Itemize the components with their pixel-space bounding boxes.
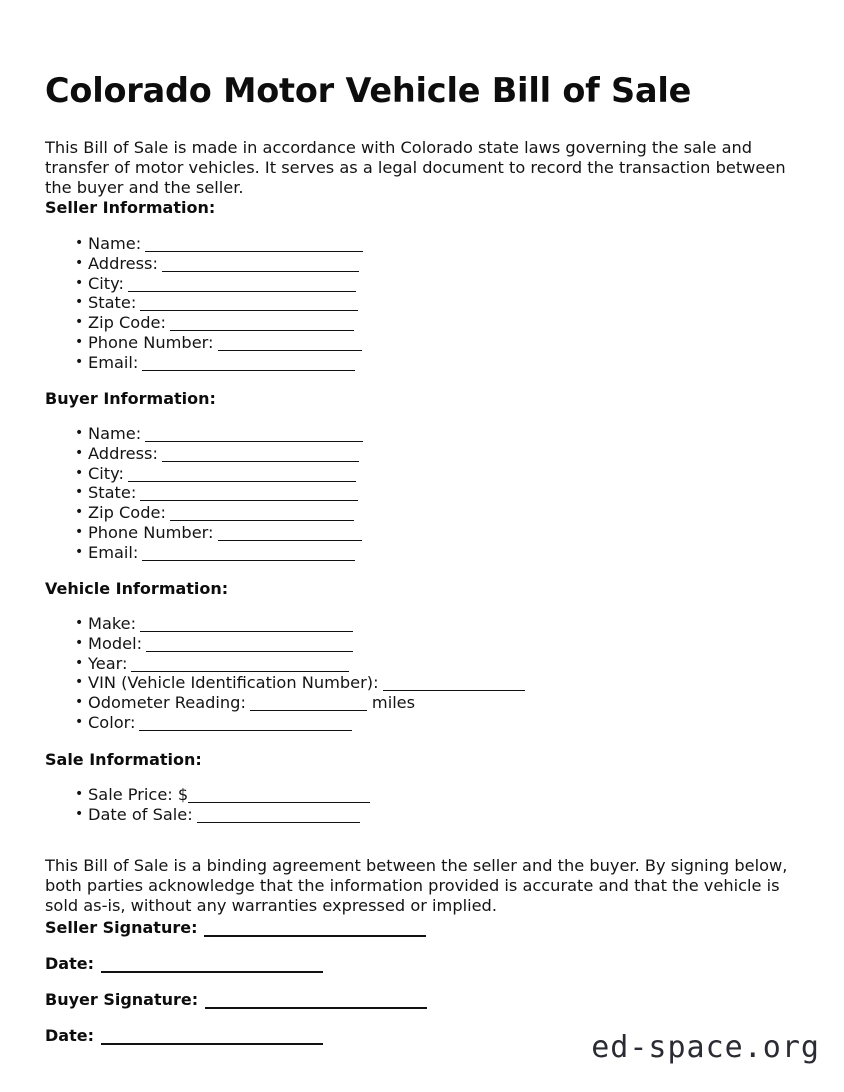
vehicle-field-label: VIN (Vehicle Identification Number): [88,673,379,693]
buyer-field-input[interactable] [162,449,359,462]
buyer-field-label: Email: [88,542,139,562]
seller-field-input[interactable] [162,259,359,272]
buyer-field-row [45,424,815,444]
buyer-field-input[interactable] [145,429,363,442]
vehicle-field-input[interactable] [146,639,353,652]
watermark-text: ed-space.org [591,1030,820,1065]
buyer-field-row [45,444,815,464]
buyer-field-label: Phone Number: [88,522,214,542]
bullet-icon: • [75,504,84,521]
seller-field-row [45,254,815,274]
buyer-field-input[interactable] [218,528,362,541]
buyer-field-input[interactable] [128,469,356,482]
buyer-field-list [45,424,815,563]
seller-field-label: Address: [88,253,158,273]
sale-field-row [45,805,815,825]
vehicle-field-input[interactable] [140,619,353,632]
seller-field-list [45,234,815,373]
signature-row [45,954,323,974]
seller-field-row [45,333,815,353]
buyer-field-row [45,543,815,563]
signature-row-label: Date: [45,1026,94,1045]
seller-field-row [45,353,815,373]
seller-field-label: Email: [88,352,139,372]
vehicle-field-label: Make: [88,614,137,633]
bullet-icon: • [75,805,84,822]
signature-row-input[interactable] [205,994,427,1009]
seller-field-input[interactable] [218,338,362,351]
bullet-icon: • [75,464,84,481]
buyer-field-label: State: [88,483,137,503]
bullet-icon: • [75,235,84,251]
sale-field-input[interactable] [197,810,360,823]
vehicle-field-input[interactable] [250,698,367,711]
buyer-field-row [45,503,815,523]
buyer-field-input[interactable] [142,548,355,561]
seller-field-input[interactable] [140,298,358,311]
signature-row-input[interactable] [101,958,323,973]
bullet-icon: • [75,444,84,461]
vehicle-field-input[interactable] [131,659,349,672]
bullet-icon: • [75,615,84,631]
vehicle-field-row [45,614,815,634]
signature-row-input[interactable] [101,1030,323,1045]
buyer-field-label: Zip Code: [88,503,166,523]
intro-paragraph: This Bill of Sale is made in accordance with Colorado state laws governing the sale and transfer of motor vehicles. It serves as a legal document to record the transaction between the buyer and the seller. [45,138,786,198]
vehicle-field-input[interactable] [139,718,352,731]
bullet-icon: • [75,254,84,271]
seller-field-label: Phone Number: [88,332,214,352]
bullet-icon: • [75,425,84,441]
vehicle-field-label: Odometer Reading: [88,693,246,713]
seller-field-input[interactable] [142,358,355,371]
signature-row [45,1026,323,1046]
vehicle-field-label: Color: [88,712,136,732]
sale-field-input[interactable] [188,790,370,803]
vehicle-field-input[interactable] [383,678,525,691]
seller-field-input[interactable] [128,279,356,292]
page-title: Colorado Motor Vehicle Bill of Sale [45,71,692,111]
signature-row [45,918,426,938]
vehicle-field-row [45,713,815,733]
sale-section-heading: Sale Information: [45,750,202,769]
buyer-field-input[interactable] [170,508,354,521]
bullet-icon: • [75,314,84,331]
seller-field-row [45,313,815,333]
buyer-field-label: City: [88,463,125,483]
buyer-field-label: Name: [88,424,142,443]
bullet-icon: • [75,353,84,370]
seller-field-label: State: [88,293,137,313]
seller-field-row [45,234,815,254]
sale-field-label: Date of Sale: [88,804,193,824]
bullet-icon: • [75,713,84,730]
sale-field-row [45,785,815,805]
signature-row [45,990,427,1010]
buyer-section-heading: Buyer Information: [45,389,216,408]
vehicle-field-row [45,693,815,713]
bullet-icon: • [75,543,84,560]
seller-field-row [45,274,815,294]
buyer-field-row [45,523,815,543]
buyer-field-label: Address: [88,443,158,463]
bullet-icon: • [75,786,84,802]
seller-field-input[interactable] [145,239,363,252]
seller-field-label: Zip Code: [88,313,166,333]
seller-field-label: City: [88,273,125,293]
vehicle-field-suffix: miles [371,693,416,713]
bullet-icon: • [75,694,84,711]
buyer-field-input[interactable] [140,488,358,501]
buyer-field-row [45,483,815,503]
bullet-icon: • [75,654,84,671]
vehicle-field-row [45,654,815,674]
vehicle-section-heading: Vehicle Information: [45,579,229,598]
signature-row-input[interactable] [204,922,426,937]
closing-paragraph: This Bill of Sale is a binding agreement between the seller and the buyer. By signing below, both parties acknowledge that the information provided is accurate and that the vehicle is sold as-is, without any warranties expressed or implied. [45,856,788,916]
vehicle-field-row [45,673,815,693]
vehicle-field-row [45,634,815,654]
seller-field-input[interactable] [170,318,354,331]
bullet-icon: • [75,674,84,691]
seller-field-row [45,293,815,313]
seller-section-heading: Seller Information: [45,198,216,217]
signature-row-label: Buyer Signature: [45,990,199,1009]
seller-field-label: Name: [88,234,142,253]
vehicle-field-label: Model: [88,633,143,653]
bullet-icon: • [75,523,84,540]
sale-field-label: Sale Price: $ [88,785,189,804]
bullet-icon: • [75,333,84,350]
sale-field-list [45,785,815,825]
bullet-icon: • [75,274,84,291]
bullet-icon: • [75,484,84,501]
vehicle-field-list [45,614,815,733]
signature-row-label: Date: [45,954,94,973]
buyer-field-row [45,464,815,484]
bullet-icon: • [75,294,84,311]
vehicle-field-label: Year: [88,653,128,673]
bullet-icon: • [75,634,84,651]
signature-row-label: Seller Signature: [45,918,198,937]
